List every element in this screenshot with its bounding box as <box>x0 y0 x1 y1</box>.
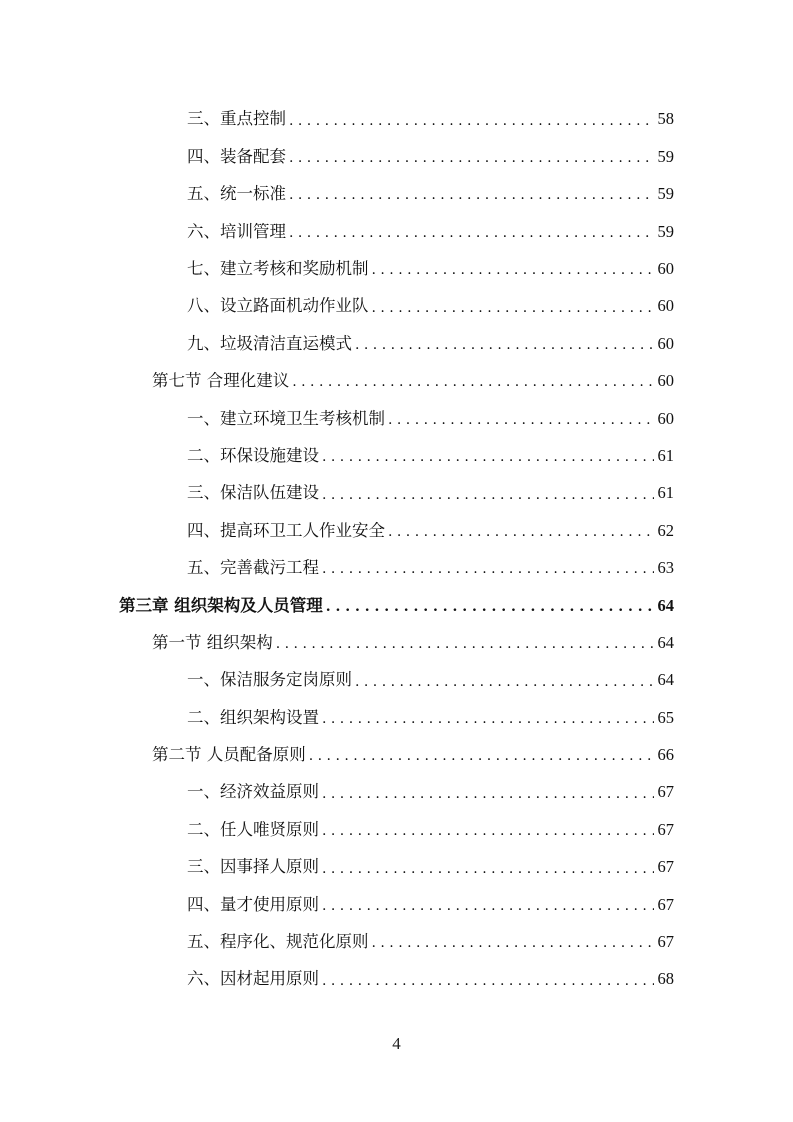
toc-entry-page-number: 59 <box>657 184 674 204</box>
toc-subsection-entry[interactable] <box>0 924 793 961</box>
toc-entry-page-number: 60 <box>657 259 674 278</box>
toc-subsection-entry[interactable] <box>0 699 793 736</box>
toc-subsection-entry[interactable] <box>0 662 793 699</box>
toc-entry-title: 二、环保设施建设 <box>187 445 319 465</box>
toc-subsection-entry[interactable] <box>0 101 793 138</box>
toc-entry-title: 第二节 人员配备原则 <box>152 745 306 765</box>
toc-entry-page-number: 64 <box>657 670 674 690</box>
toc-entry-title: 五、统一标准 <box>187 184 286 204</box>
toc-entry-page-number: 59 <box>657 221 674 241</box>
toc-dot-leader <box>322 899 654 913</box>
toc-entry-page-number: 67 <box>657 857 674 877</box>
toc-subsection-entry[interactable] <box>0 475 793 512</box>
toc-dot-leader <box>322 974 654 988</box>
toc-dot-leader <box>372 301 654 315</box>
toc-entry-page-number: 59 <box>657 146 674 166</box>
toc-dot-leader <box>322 488 654 502</box>
toc-entry-title: 第一节 组织架构 <box>152 632 273 652</box>
toc-entry-title: 二、组织架构设置 <box>187 707 319 727</box>
toc-entry-title: 第七节 合理化建议 <box>152 371 290 391</box>
toc-entry-page-number: 68 <box>657 969 674 989</box>
toc-entry-page-number: 62 <box>657 520 674 540</box>
toc-dot-leader <box>309 749 654 763</box>
toc-dot-leader <box>292 375 653 389</box>
toc-dot-leader <box>372 936 654 950</box>
toc-entry-page-number: 67 <box>657 819 674 839</box>
toc-entry-title: 第三章 组织架构及人员管理 <box>119 595 323 615</box>
toc-section-entry[interactable] <box>0 624 793 661</box>
toc-entry-title: 五、程序化、规范化原则 <box>187 932 369 952</box>
toc-dot-leader <box>355 338 654 352</box>
toc-subsection-entry[interactable] <box>0 811 793 848</box>
toc-subsection-entry[interactable] <box>0 325 793 362</box>
toc-entry-page-number: 67 <box>657 782 674 802</box>
toc-entry-title: 四、装备配套 <box>187 146 286 166</box>
toc-subsection-entry[interactable] <box>0 961 793 998</box>
toc-subsection-entry[interactable] <box>0 138 793 175</box>
toc-entry-title: 六、培训管理 <box>187 221 286 241</box>
toc-dot-leader <box>372 263 654 277</box>
toc-dot-leader <box>322 712 654 726</box>
toc-subsection-entry[interactable] <box>0 288 793 325</box>
toc-entry-title: 七、建立考核和奖励机制 <box>187 259 369 278</box>
toc-entry-title: 五、完善截污工程 <box>187 558 319 578</box>
toc-entry-title: 一、经济效益原则 <box>187 782 319 802</box>
page-number: 4 <box>392 1034 401 1053</box>
toc-subsection-entry[interactable] <box>0 849 793 886</box>
toc-entry-page-number: 67 <box>657 894 674 914</box>
toc-subsection-entry[interactable] <box>0 512 793 549</box>
toc-entry-title: 一、保洁服务定岗原则 <box>187 670 352 690</box>
toc-entry-page-number: 64 <box>657 632 674 652</box>
toc-entry-title: 三、重点控制 <box>187 109 286 129</box>
toc-entry-page-number: 61 <box>657 445 674 465</box>
toc-dot-leader <box>289 188 654 202</box>
toc-entry-page-number: 67 <box>657 932 674 952</box>
toc-subsection-entry[interactable] <box>0 213 793 250</box>
toc-entry-title: 四、提高环卫工人作业安全 <box>187 520 385 540</box>
toc-dot-leader <box>289 151 654 165</box>
toc-dot-leader <box>289 114 654 128</box>
toc-dot-leader <box>322 562 654 576</box>
toc-entry-title: 三、因事择人原则 <box>187 857 319 877</box>
toc-subsection-entry[interactable] <box>0 550 793 587</box>
toc-entry-title: 八、设立路面机动作业队 <box>187 296 369 316</box>
toc-subsection-entry[interactable] <box>0 176 793 213</box>
toc-entry-page-number: 61 <box>657 483 674 503</box>
toc-entry-title: 二、任人唯贤原则 <box>187 819 319 839</box>
toc-dot-leader <box>322 824 654 838</box>
toc-entry-title: 一、建立环境卫生考核机制 <box>187 408 385 428</box>
toc-dot-leader <box>322 787 654 801</box>
toc-entry-title: 六、因材起用原则 <box>187 969 319 989</box>
toc-subsection-entry[interactable] <box>0 438 793 475</box>
toc-dot-leader <box>322 450 654 464</box>
toc-dot-leader <box>276 637 654 651</box>
toc-entry-title: 三、保洁队伍建设 <box>187 483 319 503</box>
toc-dot-leader <box>289 226 654 240</box>
toc-dot-leader <box>355 675 654 689</box>
toc-entry-title: 四、量才使用原则 <box>187 894 319 914</box>
table-of-contents <box>0 101 793 998</box>
toc-subsection-entry[interactable] <box>0 251 793 288</box>
toc-entry-page-number: 66 <box>657 745 674 765</box>
toc-section-entry[interactable] <box>0 737 793 774</box>
toc-entry-page-number: 58 <box>657 109 674 129</box>
toc-entry-page-number: 60 <box>657 408 674 428</box>
toc-entry-page-number: 60 <box>657 296 674 316</box>
toc-chapter-entry[interactable] <box>0 587 793 624</box>
toc-subsection-entry[interactable] <box>0 886 793 923</box>
toc-subsection-entry[interactable] <box>0 774 793 811</box>
toc-entry-page-number: 63 <box>657 558 674 578</box>
toc-section-entry[interactable] <box>0 363 793 400</box>
toc-entry-page-number: 60 <box>657 371 674 391</box>
toc-dot-leader <box>322 862 654 876</box>
toc-entry-page-number: 65 <box>657 707 674 727</box>
toc-entry-page-number: 64 <box>657 595 674 615</box>
toc-subsection-entry[interactable] <box>0 400 793 437</box>
toc-dot-leader <box>388 413 654 427</box>
toc-entry-title: 九、垃圾清洁直运模式 <box>187 333 352 353</box>
toc-dot-leader <box>388 525 654 539</box>
toc-entry-page-number: 60 <box>657 333 674 353</box>
toc-dot-leader <box>326 600 654 614</box>
